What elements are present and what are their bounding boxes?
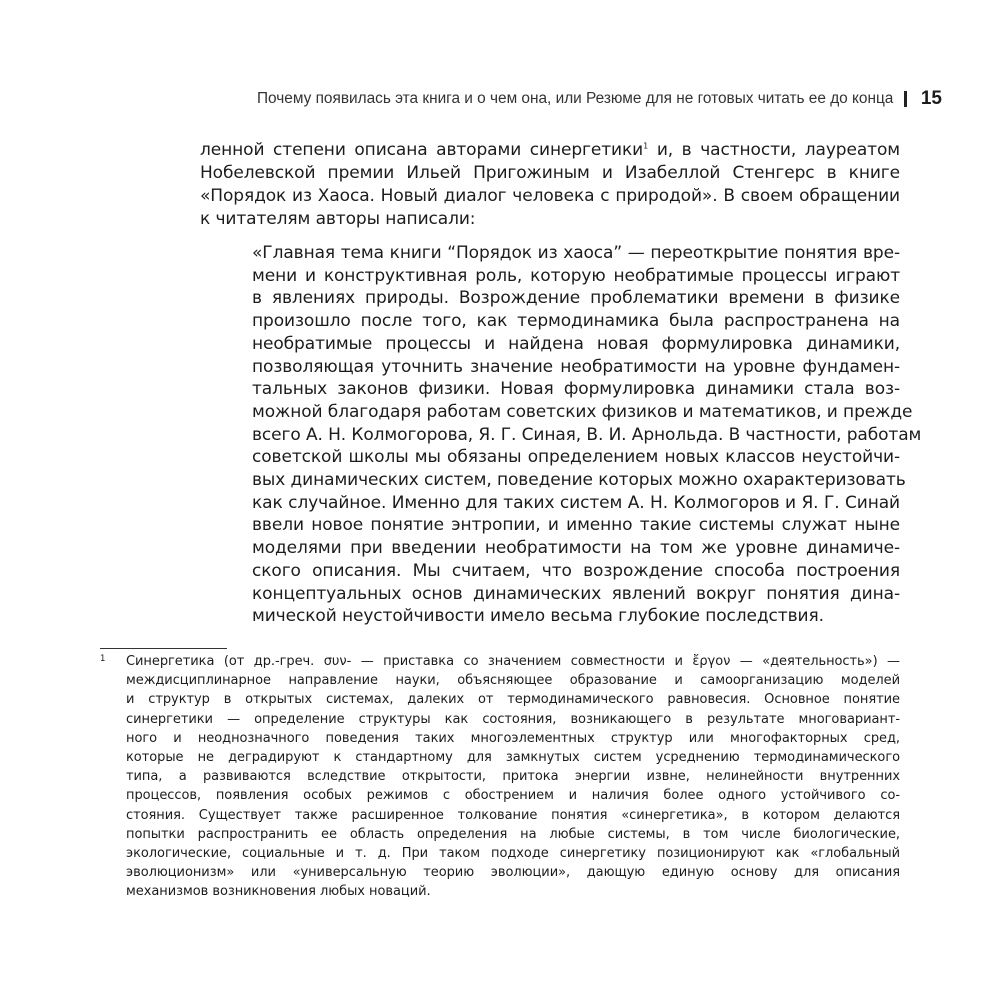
footnote-line: попытки распространить ее область определения на любые системы, в том числе биологические, bbox=[126, 826, 900, 842]
footnote-line: и структур в открытых системах, далеких от термодинамического равновесия. Основное понятие bbox=[126, 692, 900, 708]
paragraph-line: Нобелевской премии Ильей Пригожиным и Изабеллой Стенгерс в книге bbox=[200, 163, 900, 183]
paragraph-line: к читателям авторы написали: bbox=[200, 209, 476, 229]
footnote-line: стояния. Существует также расширенное толкование понятия «синергетика», в котором делаются bbox=[126, 807, 900, 823]
quote-line: произошло после того, как термодинамика была распространена на bbox=[252, 311, 900, 332]
footnote-separator bbox=[100, 648, 227, 649]
footnote-line: экологические, социальные и т. д. При таком подходе синергетику позиционируют как «глобальный bbox=[126, 846, 900, 862]
header-divider bbox=[904, 91, 907, 107]
page-number: 15 bbox=[920, 88, 942, 109]
quote-line: как случайное. Именно для таких систем А. Н. Колмогоров и Я. Г. Синай bbox=[252, 492, 900, 513]
paragraph-line: «Порядок из Хаоса. Новый диалог человека с природой». В своем обращении bbox=[200, 186, 900, 206]
footnote-line: ного и неоднозначного поведения таких многоэлементных структур или многофакторных сред, bbox=[126, 730, 900, 746]
quote-line: моделями при введении необратимости на том же уровне динамиче- bbox=[252, 538, 900, 559]
footnote-line: синергетики — определение структуры как состояния, возникающего в результате многовариант- bbox=[126, 711, 900, 727]
footnote-text bbox=[126, 652, 900, 902]
quote-line: всего А. Н. Колмогорова, Я. Г. Синая, В. И. Арнольда. В частности, работам bbox=[252, 424, 922, 445]
footnote-line: междисциплинарное направление науки, объясняющее образование и самоорганизацию моделей bbox=[126, 673, 900, 689]
quote-line: мической неустойчивости имело весьма глубокие последствия. bbox=[252, 606, 824, 627]
quote-line: тальных законов физики. Новая формулировка динамики стала воз- bbox=[252, 379, 900, 400]
footnote bbox=[100, 652, 900, 902]
body-paragraph bbox=[200, 139, 900, 231]
quote-line: можной благодаря работам советских физиков и математиков, и прежде bbox=[252, 401, 913, 422]
footnote-line: эволюционизм» или «универсальную теорию эволюции», дающую единую основу для описания bbox=[126, 865, 900, 881]
quote-line: ввели новое понятие энтропии, и именно такие системы служат ныне bbox=[252, 515, 900, 536]
footnote-line: процессов, появления особых режимов с обострением и наличия более одного устойчивого со- bbox=[126, 788, 900, 804]
footnote-line: Синергетика (от др.-греч. συν- — приставка со значением совместности и ἔργον — «деятельность») — bbox=[126, 654, 900, 669]
paragraph-line: ленной степени описана авторами синергетики$^1$ и, в частности, лауреатом bbox=[200, 140, 900, 160]
block-quote bbox=[252, 242, 922, 628]
quote-line: мени и конструктивная роль, которую необратимые процессы играют bbox=[252, 265, 900, 286]
footnote-line: типа, а развиваются вследствие открытости, притока энергии извне, нелинейности внутренних bbox=[126, 769, 900, 785]
quote-line: советской школы мы обязаны определением новых классов неустойчи- bbox=[252, 447, 900, 468]
quote-line: вых динамических систем, поведение которых можно охарактеризовать bbox=[252, 470, 906, 491]
quote-line: «Главная тема книги “Порядок из хаоса” — переоткрытие понятия вре- bbox=[252, 243, 900, 263]
footnote-line: механизмов возникновения любых новаций. bbox=[126, 884, 431, 900]
quote-line: позволяющая уточнить значение необратимости на уровне фундамен- bbox=[252, 356, 900, 377]
running-head bbox=[0, 87, 942, 111]
footnote-marker: 1 bbox=[100, 654, 106, 664]
running-title: Почему появилась эта книга и о чем она, или Резюме для не готовых читать ее до конца bbox=[257, 90, 894, 107]
quote-line: концептуальных основ динамических явлений вокруг понятия дина- bbox=[252, 583, 900, 604]
quote-line: ского описания. Мы считаем, что возрождение способа построения bbox=[252, 560, 900, 581]
quote-line: в явлениях природы. Возрождение проблематики времени в физике bbox=[252, 288, 900, 309]
quote-line: необратимые процессы и найдена новая формулировка динамики, bbox=[252, 333, 900, 354]
footnote-line: которые не деградируют к стандартному для замкнутых систем усреднению термодинамического bbox=[126, 750, 900, 766]
footnote-reference[interactable]: 1 bbox=[643, 141, 649, 151]
